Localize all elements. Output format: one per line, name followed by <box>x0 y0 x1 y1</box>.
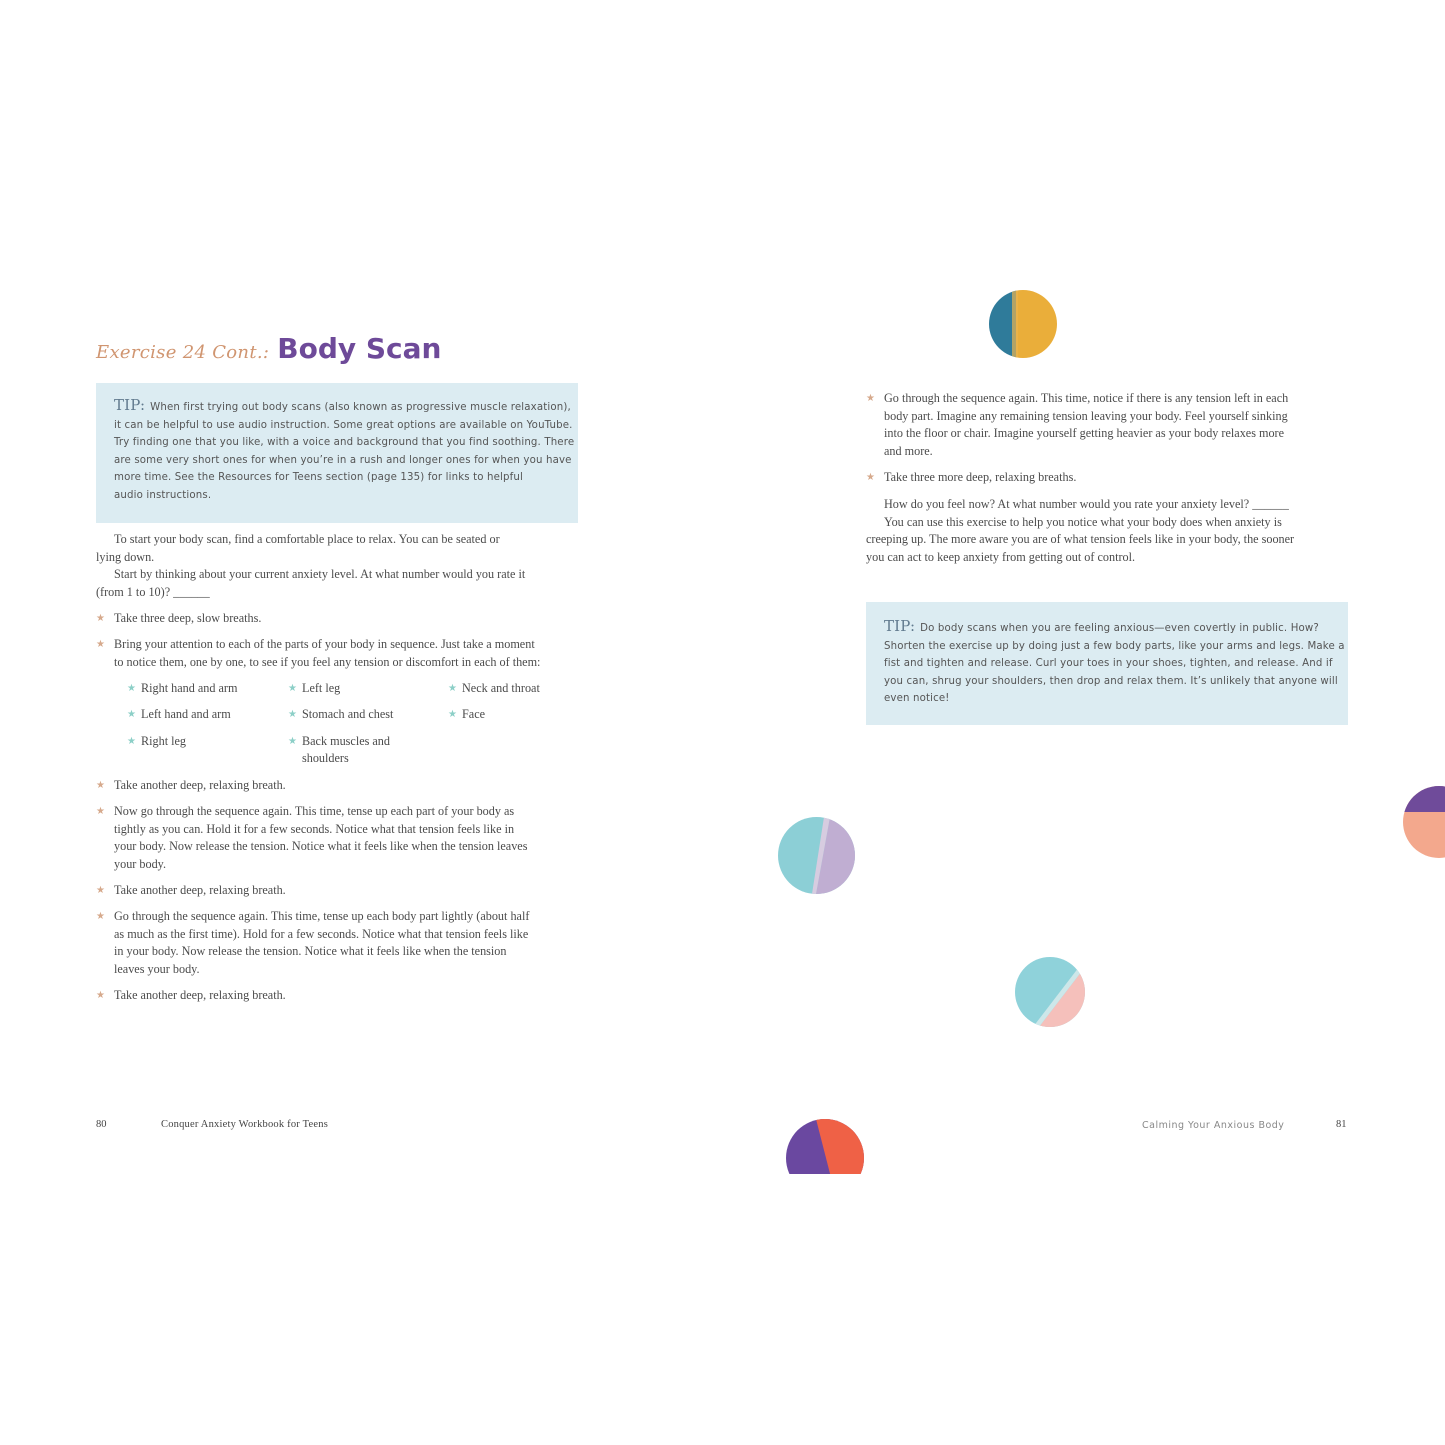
star-bullet-icon: ★ <box>866 472 875 483</box>
right-page-number: 81 <box>1336 1119 1347 1130</box>
body-part-item: Face <box>462 707 486 722</box>
star-bullet-icon: ★ <box>288 735 297 747</box>
bullet-line: Take three more deep, relaxing breaths. <box>884 470 1077 484</box>
body-part-item: Right hand and arm <box>141 681 238 695</box>
intro-line: Start by thinking about your current anxiety level. At what number would you rate it <box>114 567 526 582</box>
bullet-line: Take another deep, relaxing breath. <box>114 883 286 897</box>
star-bullet-icon: ★ <box>96 911 105 922</box>
decorative-dot-teal-pink <box>1015 957 1085 1027</box>
bullet-line: your body. Now release the tension. Notice what it feels like when the tension leaves <box>114 839 528 854</box>
dot-graphic <box>1015 957 1085 1027</box>
list-item <box>96 777 286 795</box>
bullet-line: body part. Imagine any remaining tension leaving your body. Feel yourself sinking <box>884 408 1288 423</box>
bullet-line: Go through the sequence again. This time, notice if there is any tension left in each <box>884 391 1289 405</box>
body-part-list-col1 <box>127 680 238 759</box>
decorative-dot-purple-red-cut <box>786 1119 864 1174</box>
book-title: Conquer Anxiety Workbook for Teens <box>161 1119 328 1130</box>
exercise-title <box>96 332 441 365</box>
bullet-line: in your body. Now release the tension. Notice what it feels like when the tension <box>114 944 507 959</box>
decorative-dot-teal-lavender <box>778 817 855 894</box>
star-bullet-icon: ★ <box>866 393 875 404</box>
body-part-list-col2 <box>288 680 394 768</box>
dot-graphic <box>778 817 855 894</box>
bullet-line: Now go through the sequence again. This time, tense up each part of your body as <box>114 804 515 818</box>
tip-line: Do body scans when you are feeling anxious—even covertly in public. How? <box>920 623 1319 634</box>
bullet-line: tightly as you can. Hold it for a few seconds. Notice what that tension feels like in <box>114 821 515 836</box>
tip-line: Try finding one that you like, with a voice and background that you find soothing. There <box>114 437 575 449</box>
dot-graphic <box>786 1119 864 1174</box>
list-item <box>96 636 541 671</box>
tip-text-audio <box>114 397 574 505</box>
star-bullet-icon: ★ <box>288 683 297 694</box>
bullet-line: into the floor or chair. Imagine yourself getting heavier as your body relaxes more <box>884 426 1285 441</box>
bullet-line: to notice them, one by one, to see if you feel any tension or discomfort in each of them: <box>114 654 541 669</box>
left-page-number: 80 <box>96 1119 107 1130</box>
body-part-item: Neck and throat <box>462 681 540 695</box>
body-part-item: shoulders <box>302 751 349 766</box>
bullet-line: Take another deep, relaxing breath. <box>114 988 286 1002</box>
bullet-line: as much as the first time). Hold for a few seconds. Notice what that tension feels like <box>114 926 529 941</box>
bullet-line: Go through the sequence again. This time, tense up each body part lightly (about half <box>114 909 530 923</box>
body-part-item: Left hand and arm <box>141 707 231 722</box>
list-item <box>96 882 286 900</box>
body-part-item: Right leg <box>141 733 187 748</box>
tip-line: even notice! <box>884 693 950 705</box>
intro-line: (from 1 to 10)? ______ <box>96 584 210 599</box>
chapter-title: Calming Your Anxious Body <box>1142 1120 1285 1131</box>
intro-line: lying down. <box>96 549 155 564</box>
star-bullet-icon: ★ <box>127 709 136 721</box>
intro-paragraph <box>96 531 525 601</box>
tip-line: Shorten the exercise up by doing just a few body parts, like your arms and legs. Make a <box>884 640 1345 652</box>
tip-line: audio instructions. <box>114 489 212 501</box>
tip-line: more time. See the Resources for Teens section (page 135) for links to helpful <box>114 472 523 484</box>
body-part-item: Back muscles and <box>302 733 390 748</box>
star-bullet-icon: ★ <box>96 990 105 1001</box>
tip-line: are some very short ones for when you’re in a rush and longer ones for when you have <box>114 454 572 466</box>
star-bullet-icon: ★ <box>127 683 136 694</box>
intro-line: To start your body scan, find a comfortable place to relax. You can be seated or <box>114 532 500 546</box>
list-item <box>96 610 262 628</box>
bullet-line: leaves your body. <box>114 961 200 976</box>
tip-label: TIP: <box>884 617 916 635</box>
body-part-item: Stomach and chest <box>302 707 394 722</box>
star-bullet-icon: ★ <box>96 780 105 791</box>
page-title: Body Scan <box>277 332 442 365</box>
paragraph-line: How do you feel now? At what number would you rate your anxiety level? ______ <box>884 497 1289 511</box>
star-bullet-icon: ★ <box>96 885 105 896</box>
star-bullet-icon: ★ <box>127 735 136 747</box>
list-item <box>96 803 528 873</box>
tip-line: it can be helpful to use audio instruction. Some great options are available on YouTube. <box>114 419 573 431</box>
bullet-line: Bring your attention to each of the parts of your body in sequence. Just take a moment <box>114 637 535 651</box>
list-item <box>96 987 286 1005</box>
tip-line: fist and tighten and release. Curl your toes in your shoes, tighten, and release. And if <box>884 658 1333 670</box>
star-bullet-icon: ★ <box>448 709 457 721</box>
tip-line: When first trying out body scans (also known as progressive muscle relaxation), <box>150 402 571 413</box>
body-part-item: Left leg <box>302 681 341 695</box>
exercise-label: Exercise 24 Cont.: <box>96 342 270 363</box>
closing-paragraph <box>866 496 1294 566</box>
star-bullet-icon: ★ <box>96 806 105 817</box>
bullet-line: Take three deep, slow breaths. <box>114 611 262 625</box>
body-part-list-col3 <box>448 680 540 733</box>
decorative-dot-blue-yellow <box>989 290 1057 358</box>
bullet-line: your body. <box>114 856 167 871</box>
star-bullet-icon: ★ <box>448 683 457 694</box>
paragraph-line: You can use this exercise to help you notice what your body does when anxiety is <box>884 514 1282 529</box>
tip-text-covert <box>884 618 1345 708</box>
paragraph-line: creeping up. The more aware you are of what tension feels like in your body, the sooner <box>866 532 1295 547</box>
decorative-dot-purple-coral-half <box>1403 786 1445 858</box>
list-item <box>866 469 1077 487</box>
star-bullet-icon: ★ <box>288 709 297 721</box>
list-item <box>96 908 530 978</box>
bullet-line: and more. <box>884 443 933 458</box>
list-item <box>866 390 1289 460</box>
paragraph-line: you can act to keep anxiety from getting out of control. <box>866 549 1136 564</box>
tip-label: TIP: <box>114 396 146 414</box>
bullet-line: Take another deep, relaxing breath. <box>114 778 286 792</box>
dot-graphic <box>1403 786 1445 858</box>
dot-graphic <box>989 290 1057 358</box>
tip-line: you can, shrug your shoulders, then drop and relax them. It’s unlikely that anyone will <box>884 675 1338 687</box>
star-bullet-icon: ★ <box>96 639 105 650</box>
star-bullet-icon: ★ <box>96 613 105 624</box>
